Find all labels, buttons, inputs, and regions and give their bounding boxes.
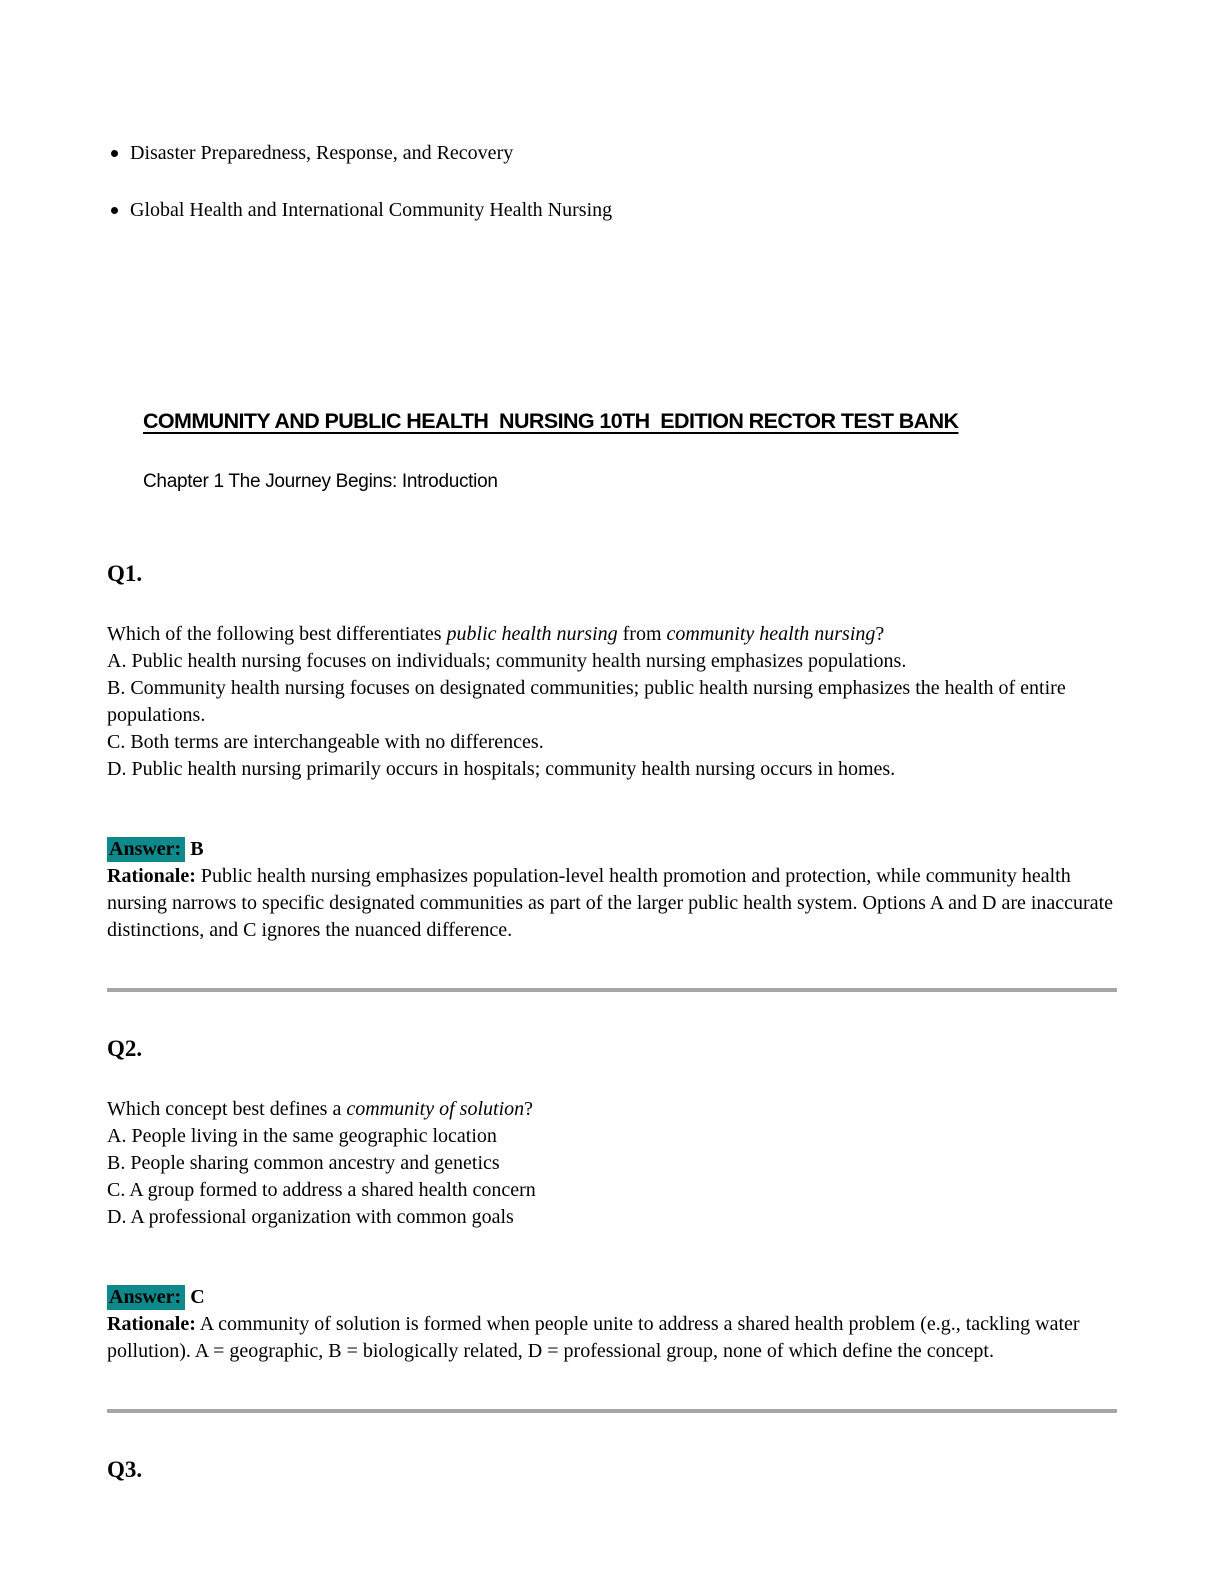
questions-section <box>107 559 1117 1485</box>
answer-option: D. A professional organization with common goals <box>107 1206 514 1228</box>
question-body <box>107 1096 1117 1231</box>
answer-option: A. People living in the same geographic location <box>107 1125 497 1147</box>
title-block <box>143 407 1117 495</box>
rationale-label: Rationale: <box>107 865 196 887</box>
question-segment: ? <box>875 623 885 645</box>
rationale-paragraph <box>107 1311 1117 1365</box>
section-divider <box>107 1409 1117 1413</box>
question-term-italic: community health nursing <box>666 623 876 645</box>
list-item <box>107 197 1117 224</box>
rationale-label: Rationale: <box>107 1313 196 1335</box>
question-term-italic: community of solution <box>346 1098 525 1120</box>
bullet-icon <box>111 150 118 157</box>
document-title: COMMUNITY AND PUBLIC HEALTH NURSING 10TH EDITION RECTOR TEST BANK <box>143 409 959 433</box>
answer-row <box>107 1283 1117 1311</box>
question-text <box>107 1096 1117 1123</box>
question-number: Q2. <box>107 1036 143 1061</box>
question-block <box>107 559 1117 944</box>
bullet-text: Global Health and International Community Health Nursing <box>130 199 613 221</box>
question-segment: Which of the following best differentiates <box>107 623 447 645</box>
rationale-text: Public health nursing emphasizes population-level health promotion and protection, while community health nursing narrows to specific designated communities as part of the larger public health system. Options A and D are inaccurate distinctions, and C ignores the nuanced difference. <box>107 865 1114 941</box>
list-item <box>107 140 1117 167</box>
section-divider <box>107 988 1117 992</box>
question-segment: Which concept best defines a <box>107 1098 347 1120</box>
rationale-paragraph <box>107 863 1117 944</box>
question-body <box>107 621 1117 783</box>
answer-block <box>107 1283 1117 1365</box>
answer-block <box>107 835 1117 944</box>
chapter-heading: Chapter 1 The Journey Begins: Introduction <box>143 471 498 492</box>
question-text <box>107 621 1117 648</box>
answer-option: C. Both terms are interchangeable with no differences. <box>107 731 544 753</box>
answer-option: A. Public health nursing focuses on individuals; community health nursing emphasizes populations. <box>107 650 907 672</box>
bullet-icon <box>111 207 118 214</box>
answer-option: B. People sharing common ancestry and genetics <box>107 1152 500 1174</box>
rationale-text: A community of solution is formed when people unite to address a shared health problem (e.g., tackling water pollution). A = geographic, B = biologically related, D = professional group, none of which define the concept. <box>107 1313 1080 1362</box>
answer-option: B. Community health nursing focuses on designated communities; public health nursing emphasizes the health of entire populations. <box>107 677 1066 726</box>
bullet-text: Disaster Preparedness, Response, and Recovery <box>130 142 514 164</box>
question-number: Q1. <box>107 561 143 586</box>
bullet-list <box>107 140 1117 224</box>
answer-label-highlight: Answer: <box>107 1285 185 1310</box>
question-block <box>107 1034 1117 1365</box>
question-segment: from <box>617 623 667 645</box>
answer-label-highlight: Answer: <box>107 837 185 862</box>
question-block <box>107 1455 1117 1485</box>
answer-row <box>107 835 1117 863</box>
question-segment: ? <box>524 1098 534 1120</box>
question-number: Q3. <box>107 1457 143 1482</box>
answer-option: D. Public health nursing primarily occurs in hospitals; community health nursing occurs in homes. <box>107 758 896 780</box>
answer-letter: B <box>185 838 204 860</box>
answer-option: C. A group formed to address a shared health concern <box>107 1179 536 1201</box>
answer-letter: C <box>185 1286 205 1308</box>
question-term-italic: public health nursing <box>446 623 618 645</box>
